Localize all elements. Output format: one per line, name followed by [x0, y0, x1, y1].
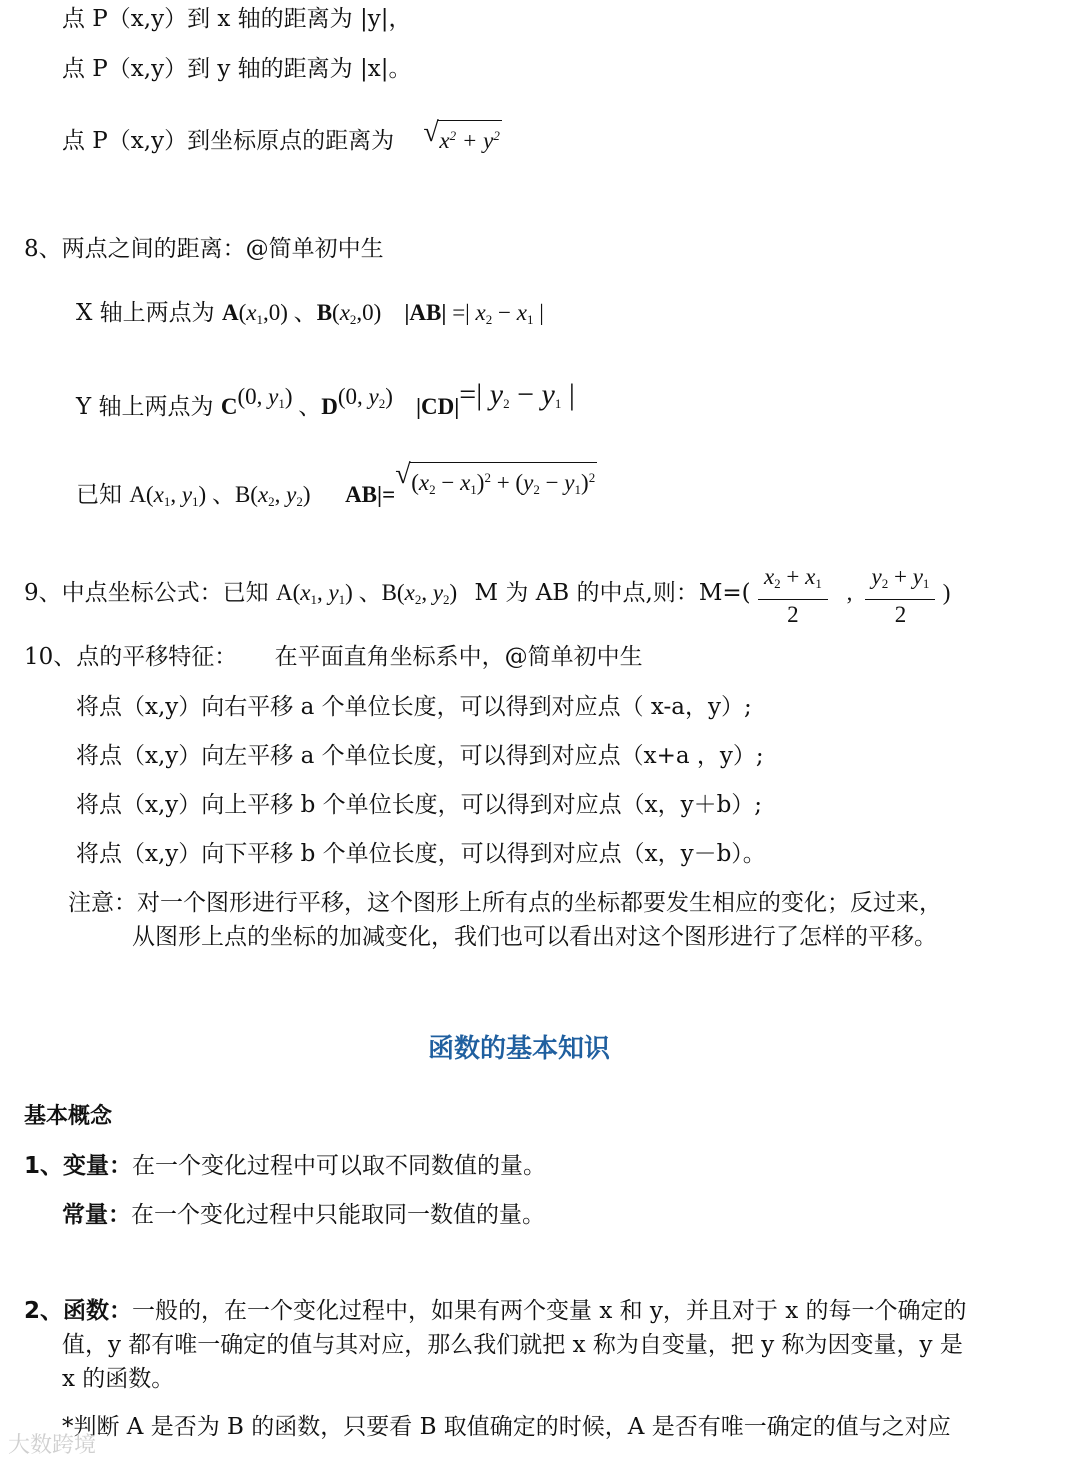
origin-distance-formula: √ $x^2 + y^2$	[423, 128, 501, 153]
translation-rule-left: 将点（x,y）向左平移 a 个单位长度，可以得到对应点（x+a ，y）;	[76, 743, 764, 769]
function-definition-line-1	[24, 1296, 967, 1326]
midpoint-points: $A(x_1$, $y_1$) 、$B(x_2$, $y_2$)	[275, 580, 458, 607]
function-label: 2、函数：	[24, 1298, 133, 1324]
function-judge-note: *判断 A 是否为 B 的函数，只要看 B 取值确定的时候，A 是否有唯一确定的值与之对应	[62, 1414, 951, 1440]
section-10-context: 在平面直角坐标系中，@简单初中生	[274, 644, 643, 670]
x-axis-distance-line	[76, 298, 544, 335]
midpoint-label: M 为 AB 的中点,则：M=(	[474, 580, 751, 606]
section-9-title: 9、中点坐标公式：已知	[24, 580, 269, 606]
x-axis-line-label: X 轴上两点为	[76, 300, 215, 326]
watermark: 大数跨境	[8, 1433, 97, 1458]
distance-to-origin-label: 点 P（x,y）到坐标原点的距离为	[62, 128, 395, 154]
subheading-basic-concepts: 基本概念	[24, 1104, 113, 1129]
section-10-title	[24, 642, 643, 672]
general-line-label: 已知	[76, 482, 122, 508]
midpoint-x-fraction: $\frac{x_2 + x_1}{2}$	[758, 562, 828, 630]
y-axis-distance-line	[76, 378, 575, 429]
function-text-1: 一般的，在一个变化过程中，如果有两个变量 x 和 y，并且对于 x 的每一个确定的	[132, 1298, 967, 1324]
translation-rule-right: 将点（x,y）向右平移 a 个单位长度，可以得到对应点（ x-a，y）;	[76, 694, 752, 720]
variable-text: 在一个变化过程中可以取不同数值的量。	[132, 1153, 547, 1179]
section-9-midpoint: 9、中点坐标公式：已知 $A(x_1$, $y_1$) 、$B(x_2$, $y_2$) M 为 AB 的中点,则：M=( $\frac{x_2 + x_1}{2}$ , $\frac{y_2 + y_1}{2}$ )	[24, 560, 950, 614]
translation-rule-down: 将点（x,y）向下平移 b 个单位长度，可以得到对应点（x，y－b）。	[76, 841, 766, 867]
distance-to-origin	[62, 120, 502, 156]
x-axis-formula: $A(x_1,0)$ 、$B(x_2,0)$ |AB| =| $x_2 - x_1$ |	[222, 300, 544, 327]
midpoint-y-fraction: $\frac{y_2 + y_1}{2}$	[865, 562, 935, 630]
constant-text: 在一个变化过程中只能取同一数值的量。	[131, 1202, 545, 1228]
y-axis-line-label: Y 轴上两点为	[76, 394, 214, 420]
translation-note-line-2: 从图形上点的坐标的加减变化，我们也可以看出对这个图形进行了怎样的平移。	[132, 924, 937, 950]
translation-note-line-1: 注意：对一个图形进行平移，这个图形上所有点的坐标都要发生相应的变化；反过来，	[68, 890, 942, 916]
general-distance-line	[76, 470, 597, 517]
section-10-label: 10、点的平移特征：	[24, 644, 238, 670]
general-distance-formula: $A(x_1$, $y_1$) 、$B(x_2$, $y_2$) AB|=√ $(x_2 - x_1)^2 + (y_2 - y_1)^2$	[129, 482, 597, 507]
constant-label: 常量：	[62, 1202, 131, 1228]
section-8-title: 8、两点之间的距离：@简单初中生	[24, 236, 384, 262]
distance-to-y-axis: 点 P（x,y）到 y 轴的距离为 |x|。	[62, 56, 412, 82]
translation-rule-up: 将点（x,y）向上平移 b 个单位长度，可以得到对应点（x，y＋b）;	[76, 792, 763, 818]
variable-label: 1、变量：	[24, 1153, 133, 1179]
function-definition-line-3: x 的函数。	[62, 1366, 175, 1392]
constant-definition	[62, 1200, 545, 1230]
distance-to-x-axis: 点 P（x,y）到 x 轴的距离为 |y|，	[62, 6, 412, 32]
y-axis-formula: C(0, $y_1$) 、D(0, $y_2$) |CD|=| $y_2 - y_1$ |	[220, 378, 575, 419]
variable-definition	[24, 1151, 546, 1181]
function-definition-line-2: 值，y 都有唯一确定的值与其对应，那么我们就把 x 称为自变量，把 y 称为因变量，y 是	[62, 1332, 963, 1358]
section-heading: 函数的基本知识	[428, 1034, 611, 1064]
